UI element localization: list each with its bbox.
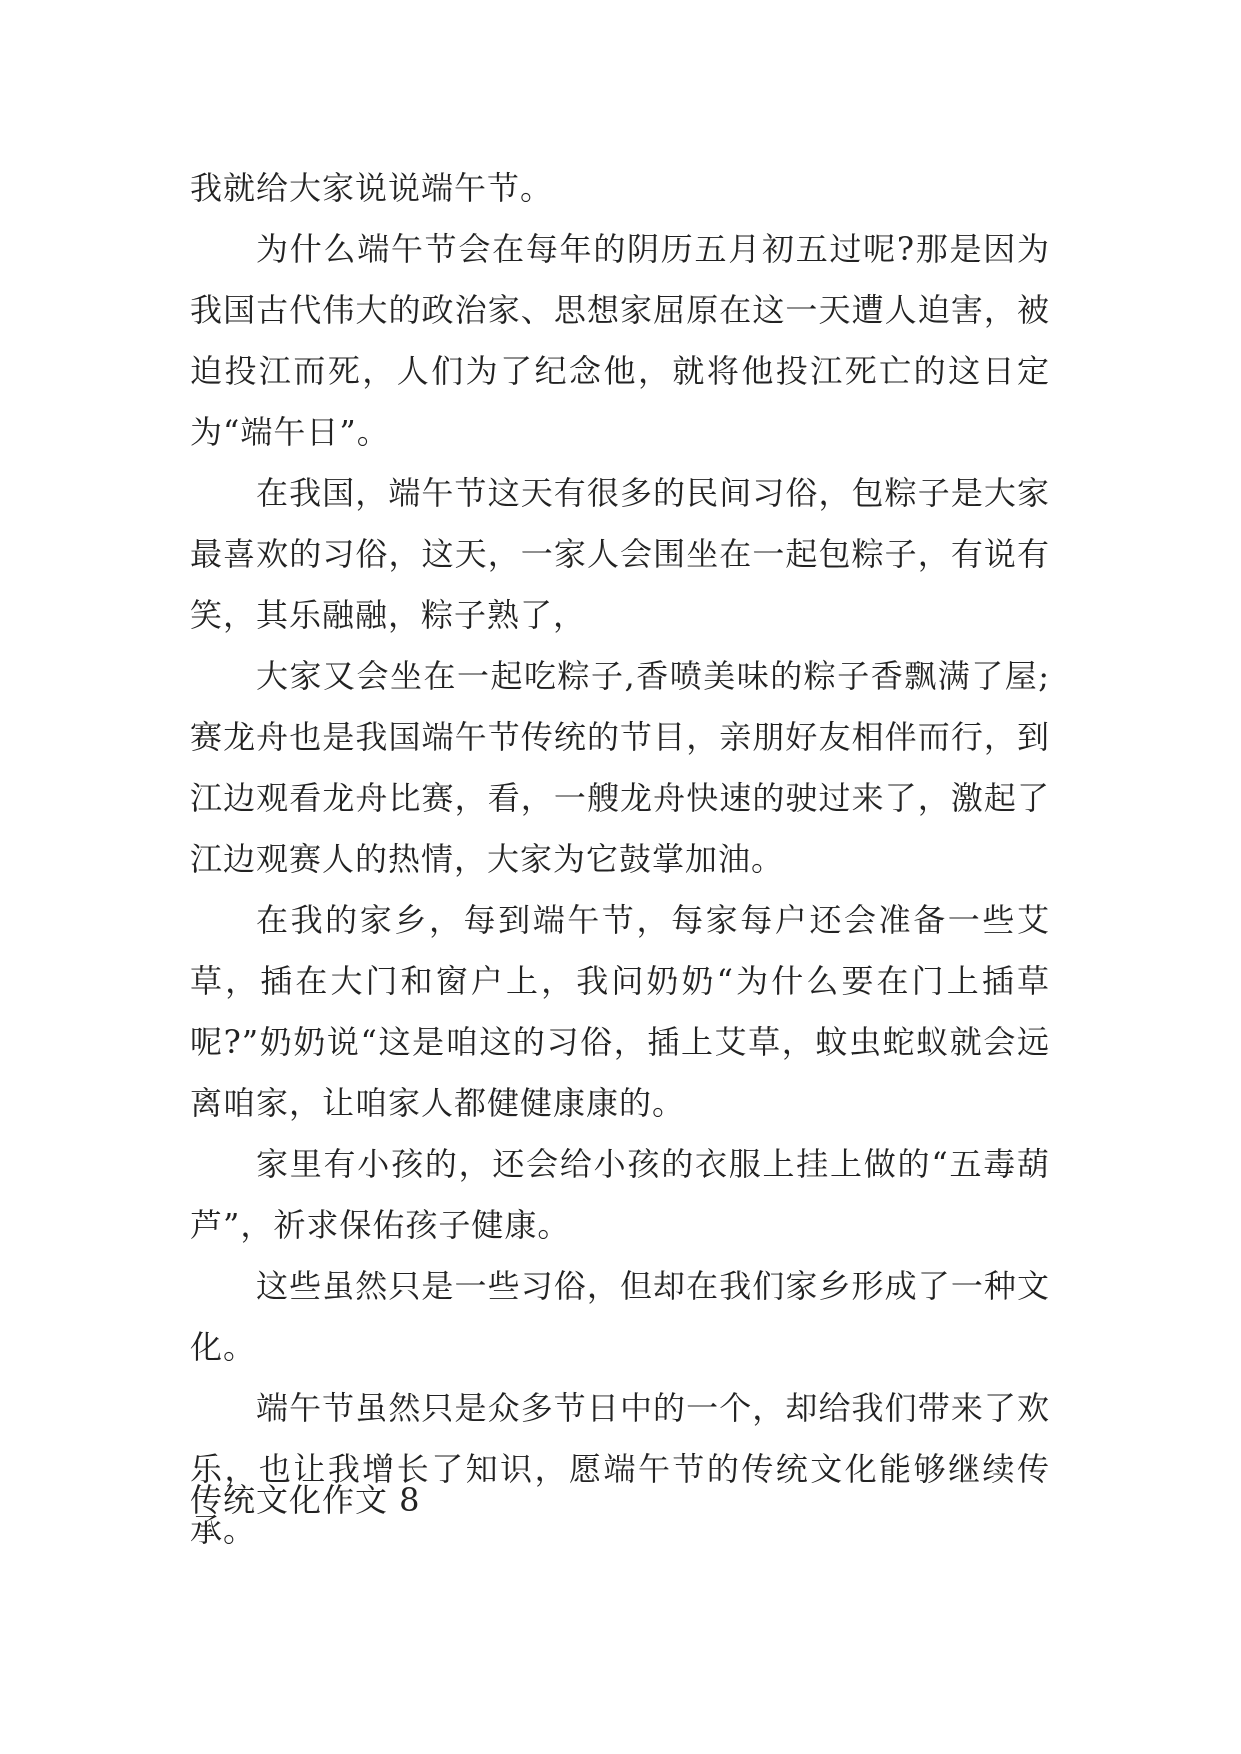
- section-heading: 传统文化作文 8: [190, 1481, 421, 1519]
- paragraph-2: 为什么端午节会在每年的阴历五月初五过呢?那是因为我国古代伟大的政治家、思想家屈原在这一天遭人迫害，被迫投江而死，人们为了纪念他，就将他投江死亡的这日定为“端午日”。: [190, 230, 1050, 451]
- document-body: [190, 158, 1050, 1561]
- paragraph-4: 大家又会坐在一起吃粽子,香喷美味的粽子香飘满了屋;赛龙舟也是我国端午节传统的节目，亲朋好友相伴而行，到江边观看龙舟比赛，看，一艘龙舟快速的驶过来了，激起了江边观赛人的热情，大家为它鼓掌加油。: [190, 657, 1050, 878]
- paragraph-6: 家里有小孩的，还会给小孩的衣服上挂上做的“五毒葫芦”，祈求保佑孩子健康。: [190, 1145, 1050, 1244]
- paragraph-7: 这些虽然只是一些习俗，但却在我们家乡形成了一种文化。: [190, 1267, 1050, 1366]
- paragraph-5: 在我的家乡，每到端午节，每家每户还会准备一些艾草，插在大门和窗户上，我问奶奶“为什么要在门上插草呢?”奶奶说“这是咱这的习俗，插上艾草，蚊虫蛇蚁就会远离咱家，让咱家人都健健康康的。: [190, 901, 1050, 1122]
- paragraph-8: 端午节虽然只是众多节日中的一个，却给我们带来了欢乐，也让我增长了知识，愿端午节的传统文化能够继续传承。: [190, 1389, 1050, 1549]
- paragraph-3: 在我国，端午节这天有很多的民间习俗，包粽子是大家最喜欢的习俗，这天，一家人会围坐在一起包粽子，有说有笑，其乐融融，粽子熟了，: [190, 474, 1050, 634]
- paragraph-1: 我就给大家说说端午节。: [190, 169, 554, 207]
